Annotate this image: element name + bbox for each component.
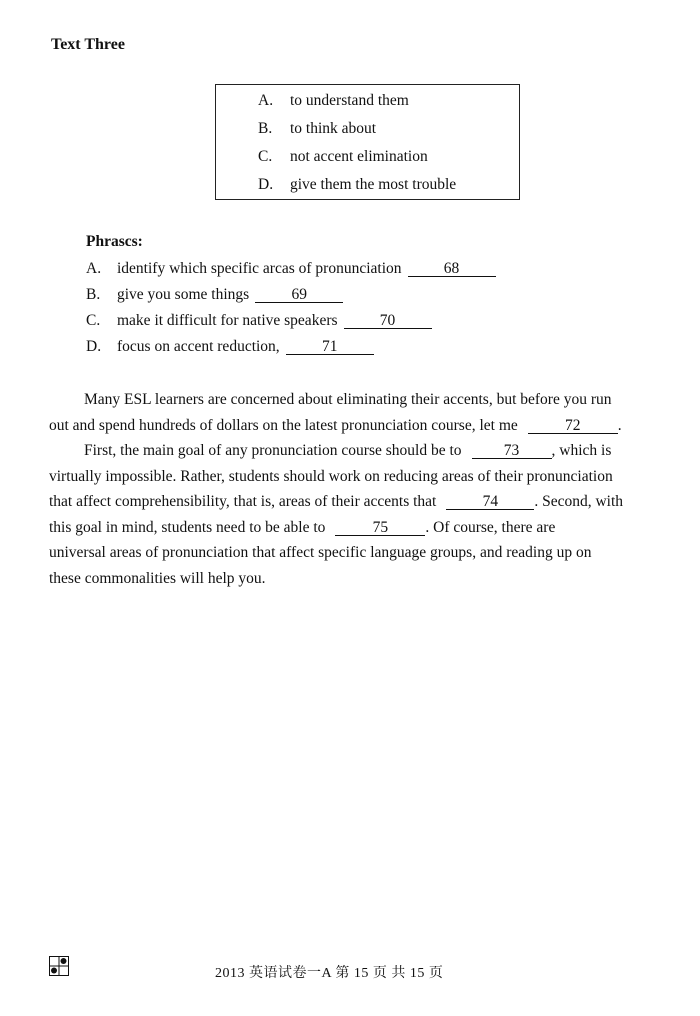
- option-text: to understand them: [290, 92, 409, 109]
- passage-line: [49, 515, 687, 541]
- passage-line: [49, 489, 687, 515]
- passage-text: .: [617, 416, 622, 434]
- phrase-a: [86, 260, 496, 278]
- phrase-text: give you some things: [117, 286, 250, 303]
- passage-line: Many ESL learners are concerned about eliminating their accents, but before you run: [84, 391, 612, 408]
- answer-blank-75[interactable]: 75: [335, 520, 425, 536]
- phrase-letter: D.: [86, 338, 102, 355]
- passage-text: . Second, with: [534, 493, 624, 510]
- phrase-letter: A.: [86, 260, 102, 277]
- option-d: [258, 176, 456, 194]
- passage: [49, 387, 687, 591]
- option-a: [258, 92, 409, 110]
- passage-text: First, the main goal of any pronunciation course should be to: [84, 442, 462, 459]
- phrase-c: [86, 312, 432, 330]
- answer-blank-70[interactable]: 70: [344, 313, 432, 329]
- barcode-icon: [49, 956, 69, 976]
- passage-text: this goal in mind, students need to be able to: [49, 518, 326, 536]
- answer-blank-69[interactable]: 69: [255, 287, 343, 303]
- passage-line: universal areas of pronunciation that affect specific language groups, and reading up on: [49, 544, 592, 561]
- answer-blank-73[interactable]: 73: [472, 443, 552, 459]
- passage-line: [49, 413, 687, 439]
- phrase-b: [86, 286, 343, 304]
- option-b: [258, 120, 376, 138]
- options-box: [215, 84, 520, 200]
- passage-line: virtually impossible. Rather, students should work on reducing areas of their pronunciation: [49, 467, 613, 485]
- passage-line: these commonalities will help you.: [49, 569, 266, 587]
- answer-blank-71[interactable]: 71: [286, 339, 374, 355]
- answer-blank-68[interactable]: 68: [408, 261, 496, 277]
- option-letter: B.: [258, 120, 273, 137]
- option-text: give them the most trouble: [290, 176, 457, 193]
- answer-blank-72[interactable]: 72: [528, 418, 618, 434]
- phrase-letter: C.: [86, 312, 101, 329]
- passage-text: . Of course, there are: [425, 518, 556, 536]
- passage-line: [49, 438, 687, 464]
- phrase-d: [86, 338, 374, 356]
- passage-text: that affect comprehensibility, that is, areas of their accents that: [49, 493, 437, 510]
- section-title: Text Three: [51, 36, 125, 53]
- option-letter: D.: [258, 176, 274, 193]
- option-text: to think about: [290, 120, 377, 137]
- phrase-text: focus on accent reduction,: [117, 338, 280, 355]
- option-letter: A.: [258, 92, 274, 109]
- option-text: not accent elimination: [290, 148, 428, 165]
- passage-text: out and spend hundreds of dollars on the latest pronunciation course, let me: [49, 416, 518, 434]
- passage-text: , which is: [551, 442, 612, 459]
- option-c: [258, 148, 428, 166]
- answer-blank-74[interactable]: 74: [446, 494, 534, 510]
- phrase-text: make it difficult for native speakers: [117, 312, 338, 329]
- phrase-text: identify which specific arcas of pronunciation: [117, 260, 402, 277]
- phrases-heading: Phrascs:: [86, 233, 143, 250]
- option-letter: C.: [258, 148, 273, 165]
- page-footer: 2013 英语试卷一A 第 15 页 共 15 页: [215, 966, 444, 981]
- phrase-letter: B.: [86, 286, 101, 303]
